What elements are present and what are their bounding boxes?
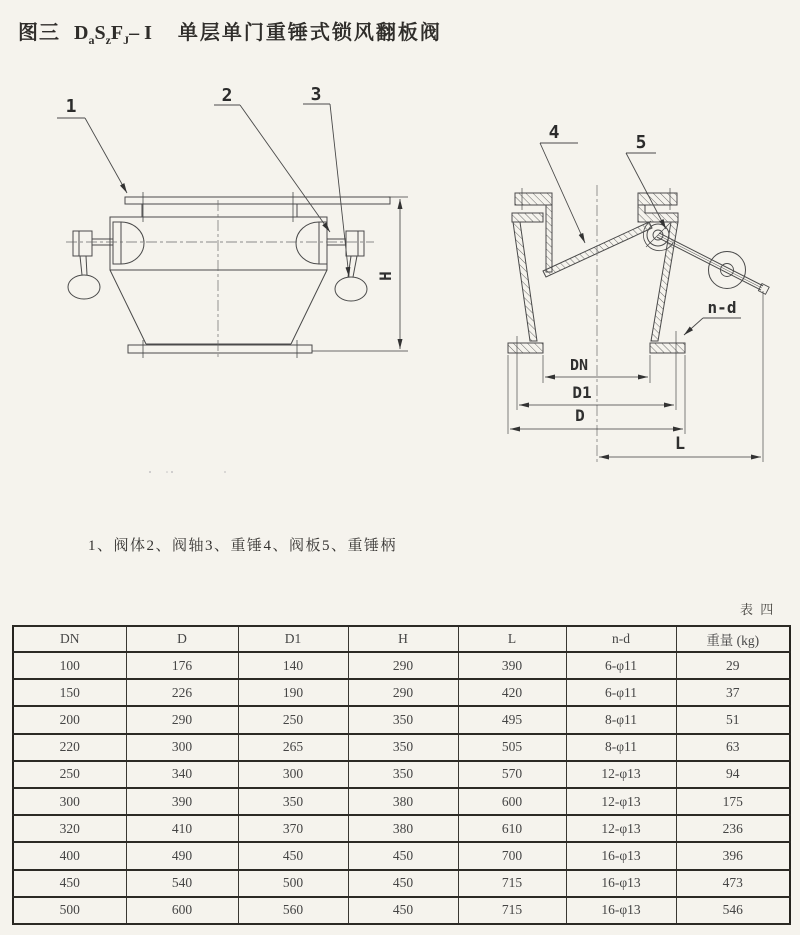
cell-weight: 396 [676, 842, 790, 869]
cell-d1: 370 [238, 815, 348, 842]
left-view-callout-leaders [57, 104, 349, 277]
callout-2: 2 [221, 85, 233, 106]
cell-d: 340 [126, 761, 238, 788]
left-hammer-dome [121, 222, 144, 264]
right-hammer-housing [319, 222, 327, 264]
cell-d: 176 [126, 652, 238, 679]
upper-body-flange [142, 204, 297, 217]
col-header-weight: 重量 (kg) [676, 626, 790, 652]
left-counterweight [68, 275, 100, 299]
table-row [13, 788, 790, 815]
col-header-h: H [348, 626, 458, 652]
cell-d: 540 [126, 870, 238, 897]
cell-h: 290 [348, 652, 458, 679]
cell-d1: 190 [238, 679, 348, 706]
table-row [13, 734, 790, 761]
section-inlet-wall [546, 205, 552, 272]
cell-nd: 8-φ11 [566, 706, 676, 733]
cell-d1: 250 [238, 706, 348, 733]
flap-plate [543, 222, 652, 277]
dim-label-DN: DN [569, 356, 589, 374]
left-view-centerlines [66, 200, 374, 357]
section-dimension-lines [510, 377, 761, 457]
cell-d: 600 [126, 897, 238, 924]
cell-l: 390 [458, 652, 566, 679]
bottom-flange-plate [128, 345, 312, 353]
dim-label-H: H [376, 271, 395, 281]
table-row [13, 679, 790, 706]
cell-d: 490 [126, 842, 238, 869]
cell-nd: 12-φ13 [566, 761, 676, 788]
dim-label-D: D [575, 406, 585, 425]
cell-d1: 560 [238, 897, 348, 924]
col-header-d: D [126, 626, 238, 652]
section-top-flange-right [638, 193, 677, 205]
cell-d: 300 [126, 734, 238, 761]
cell-weight: 37 [676, 679, 790, 706]
section-top-flange-left [515, 193, 552, 205]
cell-l: 600 [458, 788, 566, 815]
cell-d1: 265 [238, 734, 348, 761]
cell-weight: 473 [676, 870, 790, 897]
cell-dn: 400 [13, 842, 126, 869]
cell-dn: 320 [13, 815, 126, 842]
cell-h: 290 [348, 679, 458, 706]
cell-d: 390 [126, 788, 238, 815]
table-row [13, 870, 790, 897]
cell-d1: 500 [238, 870, 348, 897]
col-header-l: L [458, 626, 566, 652]
table-header-row [13, 626, 790, 652]
table-row [13, 652, 790, 679]
cell-dn: 100 [13, 652, 126, 679]
cell-nd: 6-φ11 [566, 679, 676, 706]
cell-h: 450 [348, 870, 458, 897]
top-flange-plate [125, 197, 390, 204]
cell-nd: 12-φ13 [566, 815, 676, 842]
cell-weight: 63 [676, 734, 790, 761]
cell-d1: 300 [238, 761, 348, 788]
cell-h: 450 [348, 842, 458, 869]
model-code: $D_aS_zF_J-$ I [74, 22, 152, 47]
cell-dn: 250 [13, 761, 126, 788]
cell-h: 450 [348, 897, 458, 924]
cell-l: 610 [458, 815, 566, 842]
right-hammer-dome [296, 222, 319, 264]
cell-dn: 220 [13, 734, 126, 761]
cell-d1: 450 [238, 842, 348, 869]
hopper-outline [110, 270, 327, 344]
cell-h: 350 [348, 734, 458, 761]
dim-label-nd: n-d [707, 298, 737, 317]
cell-h: 350 [348, 706, 458, 733]
cell-weight: 236 [676, 815, 790, 842]
section-bottom-flange-right [650, 343, 685, 353]
dim-label-L: L [674, 434, 686, 454]
callout-3: 3 [310, 84, 322, 105]
cell-dn: 450 [13, 870, 126, 897]
cell-weight: 51 [676, 706, 790, 733]
cell-weight: 29 [676, 652, 790, 679]
left-view-valve-body [68, 192, 390, 358]
callout-5: 5 [635, 132, 647, 153]
cell-dn: 150 [13, 679, 126, 706]
table-row [13, 706, 790, 733]
cell-d1: 140 [238, 652, 348, 679]
cell-weight: 546 [676, 897, 790, 924]
cell-l: 715 [458, 897, 566, 924]
left-shaft-bracket [73, 231, 92, 256]
cell-dn: 300 [13, 788, 126, 815]
callout-1: 1 [65, 96, 77, 117]
right-shaft-bracket [346, 231, 364, 256]
section-bottom-flange-left [508, 343, 543, 353]
cell-nd: 8-φ11 [566, 734, 676, 761]
cell-dn: 500 [13, 897, 126, 924]
section-left-wall [513, 222, 537, 341]
valve-body-rect [110, 217, 327, 270]
cell-d1: 350 [238, 788, 348, 815]
col-header-dn: DN [13, 626, 126, 652]
cell-h: 380 [348, 815, 458, 842]
scan-specks [149, 471, 226, 473]
cell-h: 380 [348, 788, 458, 815]
cell-d: 226 [126, 679, 238, 706]
cell-nd: 6-φ11 [566, 652, 676, 679]
cell-d: 410 [126, 815, 238, 842]
table-caption: 表 四 [740, 602, 776, 617]
cell-l: 495 [458, 706, 566, 733]
cell-l: 715 [458, 870, 566, 897]
cell-h: 350 [348, 761, 458, 788]
parts-caption: 1、阀体2、阀轴3、重锤4、阀板5、重锤柄 [88, 538, 398, 554]
spec-table [12, 625, 791, 925]
cell-l: 570 [458, 761, 566, 788]
cell-weight: 175 [676, 788, 790, 815]
table-row [13, 815, 790, 842]
figure-label: 图三 [18, 22, 60, 44]
cell-nd: 16-φ13 [566, 842, 676, 869]
product-name: 单层单门重锤式锁风翻板阀 [177, 22, 442, 44]
cell-nd: 16-φ13 [566, 897, 676, 924]
cell-l: 700 [458, 842, 566, 869]
cell-l: 420 [458, 679, 566, 706]
table-row [13, 842, 790, 869]
left-hammer-housing [113, 222, 121, 264]
right-counterweight [335, 277, 367, 301]
cell-dn: 200 [13, 706, 126, 733]
dim-label-D1: D1 [572, 383, 592, 402]
section-view-hatched-walls [508, 193, 685, 353]
col-header-nd: n-d [566, 626, 676, 652]
cell-d: 290 [126, 706, 238, 733]
cell-weight: 94 [676, 761, 790, 788]
cell-nd: 12-φ13 [566, 788, 676, 815]
callout-4: 4 [548, 122, 560, 143]
cell-l: 505 [458, 734, 566, 761]
table-row [13, 761, 790, 788]
table-row [13, 897, 790, 924]
section-left-step [512, 213, 543, 222]
section-right-wall [651, 222, 678, 341]
col-header-d1: D1 [238, 626, 348, 652]
cell-nd: 16-φ13 [566, 870, 676, 897]
lever-end-cap [758, 284, 769, 295]
